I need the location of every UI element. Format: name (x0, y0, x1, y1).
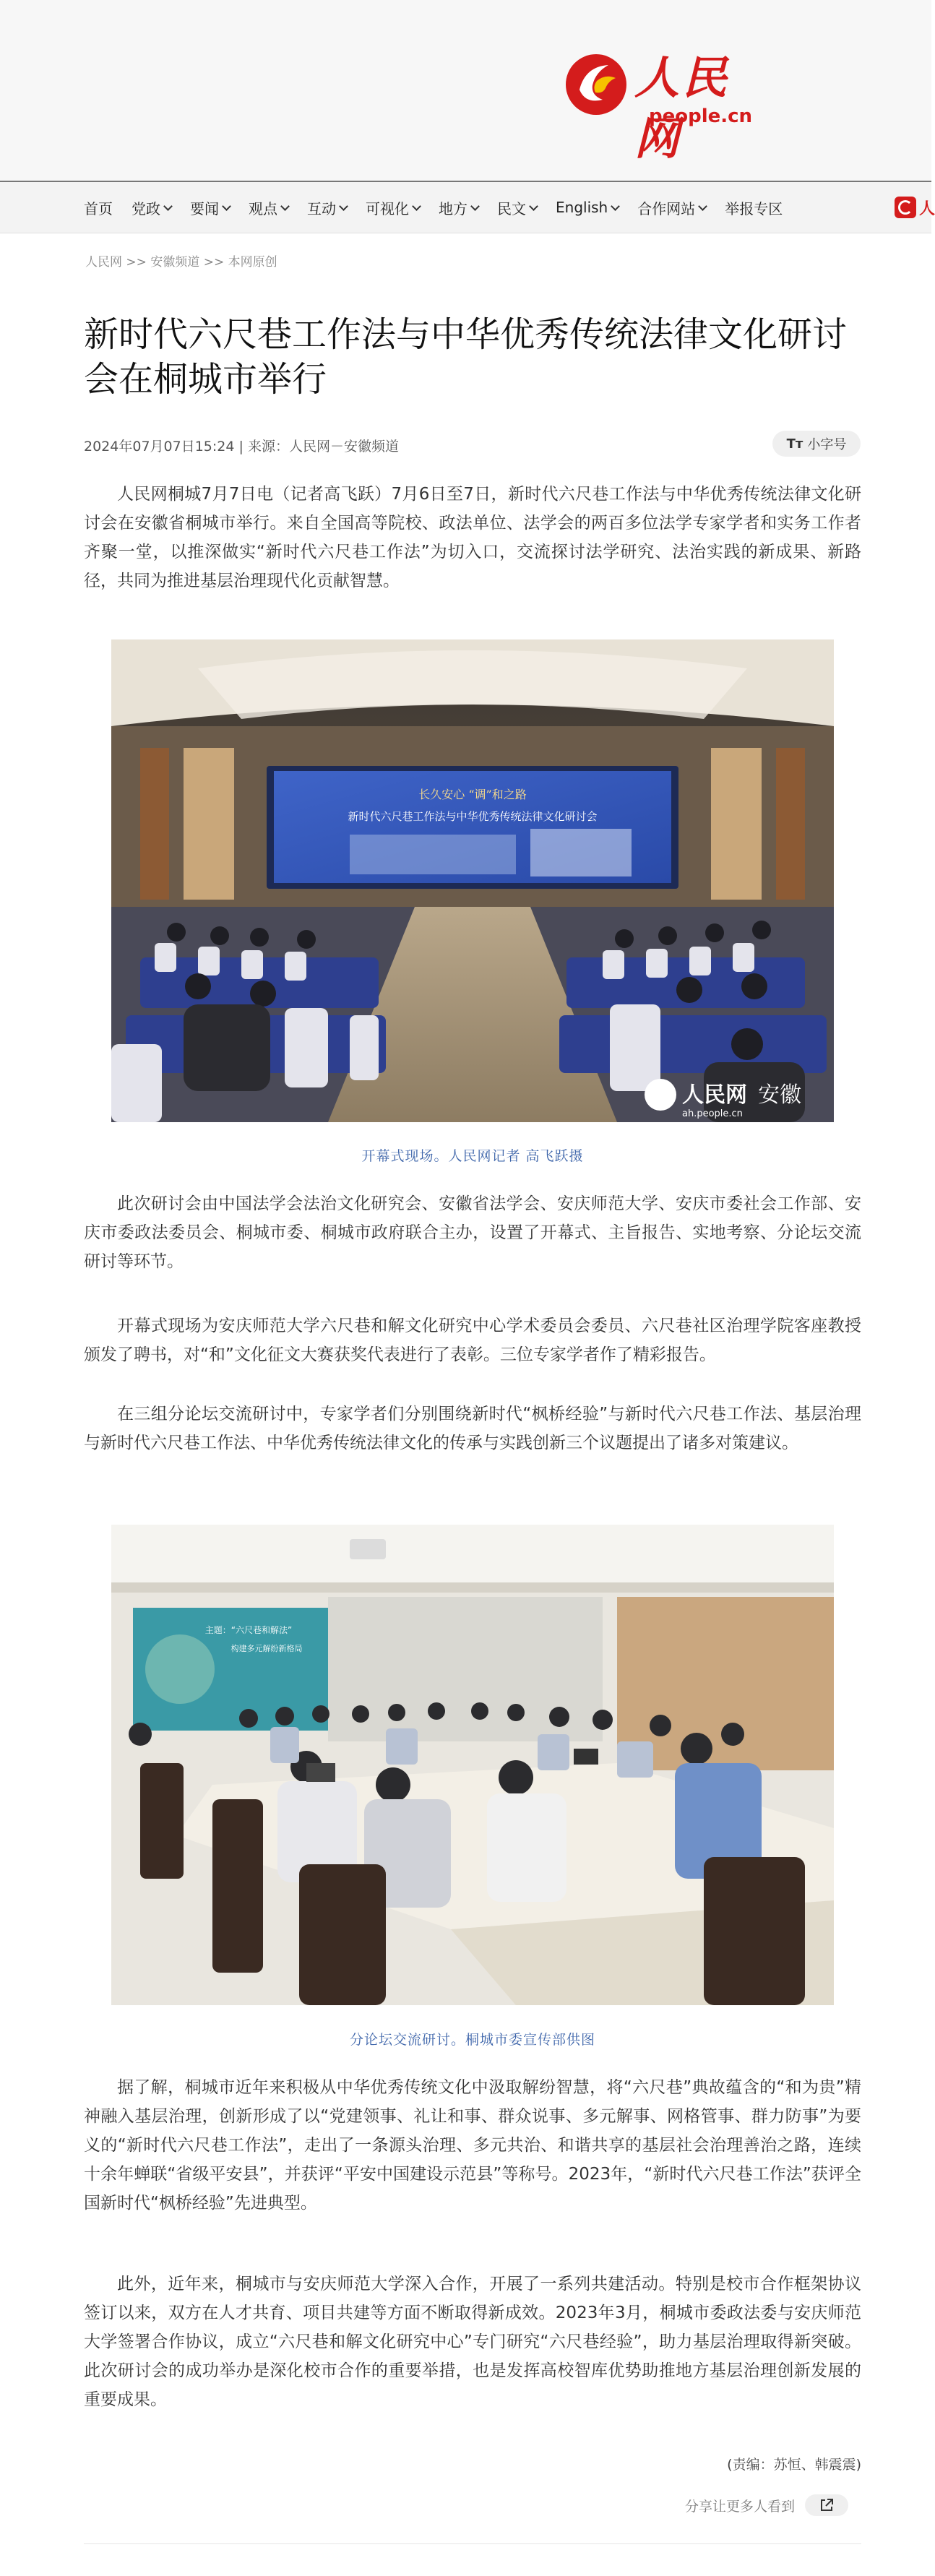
nav-item-interactive[interactable]: 互动 (307, 197, 347, 218)
nav-item-english[interactable]: English (556, 199, 619, 216)
nav-item-visual[interactable]: 可视化 (366, 197, 420, 218)
site-logo[interactable] (564, 48, 766, 165)
breadcrumb-section[interactable]: 本网原创 (228, 255, 277, 270)
chevron-down-icon (698, 202, 707, 211)
photo-watermark-domain: ah.people.cn (682, 1108, 743, 1119)
svg-text:构建多元解纷新格局: 构建多元解纷新格局 (230, 1644, 303, 1653)
nav-item-local[interactable]: 地方 (439, 197, 478, 218)
photo-watermark-region: 安徽 (758, 1082, 801, 1108)
article-editor: (责编：苏恒、韩震震) (727, 2457, 861, 2473)
chevron-down-icon (222, 202, 231, 211)
opening-ceremony-image (111, 639, 834, 1122)
chevron-down-icon (611, 202, 620, 211)
article-meta: 2024年07月07日15:24 | 来源：人民网－安徽频道 (84, 439, 399, 455)
people-app-icon[interactable] (895, 197, 916, 218)
logo-brand-text: 人民网 (634, 51, 731, 165)
breadcrumb: 人民网 >> 安徽频道 >> 本网原创 (85, 255, 277, 270)
nav-corner-text[interactable]: 人 (919, 200, 935, 218)
chevron-down-icon (412, 202, 421, 211)
article-paragraph-6: 此外，近年来，桐城市与安庆师范大学深入合作，开展了一系列共建活动。特别是校市合作框架协议签订以来，双方在人才共育、项目共建等方面不断取得新成效。2023年3月，桐城市委政法委与安庆师范大学签署合作协议，成立“六尺巷和解文化研究中心”专门研究“六尺巷经验”，助力基层治理取得新突破。此次研讨会的成功举办是深化校市合作的重要举措，也是发挥高校智库优势助推地方基层治理创新发展的重要成果。 (84, 2275, 861, 2409)
photo-caption-forum: 分论坛交流研讨。桐城市委宣传部供图 (349, 2032, 595, 2048)
photo-watermark-brand: 人民网 (682, 1082, 747, 1108)
nav-item-partners[interactable]: 合作网站 (637, 197, 706, 218)
main-nav (0, 181, 935, 233)
svg-text:主题：“六尺巷和解法”: 主题：“六尺巷和解法” (204, 1625, 293, 1635)
article-paragraph-4: 在三组分论坛交流研讨中，专家学者们分别围绕新时代“枫桥经验”与新时代六尺巷工作法、基层治理与新时代六尺巷工作法、中华优秀传统法律文化的传承与实践创新三个议题提出了诸多对策建议。 (84, 1405, 861, 1452)
breadcrumb-channel[interactable]: 安徽频道 (150, 255, 200, 270)
nav-item-news[interactable]: 要闻 (190, 197, 230, 218)
share-button[interactable] (805, 2494, 848, 2516)
nav-list (84, 182, 801, 233)
site-header (0, 0, 931, 181)
nav-item-ethnic[interactable]: 民文 (497, 197, 537, 218)
font-size-icon: Tт (786, 436, 803, 452)
photo-caption-opening: 开幕式现场。人民网记者 高飞跃摄 (361, 1148, 584, 1164)
svg-text:长久安心 “调”和之路: 长久安心 “调”和之路 (418, 788, 527, 801)
nav-item-opinion[interactable]: 观点 (249, 197, 288, 218)
chevron-down-icon (163, 202, 173, 211)
share-text: 分享让更多人看到 (685, 2498, 796, 2515)
svg-text:新时代六尺巷工作法与中华优秀传统法律文化研讨会: 新时代六尺巷工作法与中华优秀传统法律文化研讨会 (348, 810, 598, 823)
chevron-down-icon (470, 202, 480, 211)
nav-item-home[interactable]: 首页 (84, 199, 113, 217)
article-paragraph-1: 人民网桐城7月7日电（记者高飞跃）7月6日至7日，新时代六尺巷工作法与中华优秀传统法律文化研讨会在安徽省桐城市举行。来自全国高等院校、政法单位、法学会的两百多位法学专家学者和实务工作者齐聚一堂，以推深做实“新时代六尺巷工作法”为切入口，交流探讨法学研究、法治实践的新成果、新路径，共同为推进基层治理现代化贡献智慧。 (84, 485, 861, 590)
article-photo-opening (111, 639, 834, 1122)
share-icon (819, 2497, 835, 2513)
share-bar (685, 2494, 848, 2516)
font-size-button[interactable]: Tт 小字号 (772, 431, 861, 457)
breadcrumb-home[interactable]: 人民网 (85, 255, 122, 270)
nav-item-report[interactable]: 举报专区 (725, 199, 783, 217)
article-photo-forum (111, 1525, 834, 2005)
forum-discussion-image (111, 1525, 834, 2005)
chevron-down-icon (280, 202, 290, 211)
nav-item-party[interactable]: 党政 (132, 197, 171, 218)
article-title: 新时代六尺巷工作法与中华优秀传统法律文化研讨会在桐城市举行 (84, 314, 848, 400)
people-logo-icon (564, 52, 629, 117)
article-paragraph-2: 此次研讨会由中国法学会法治文化研究会、安徽省法学会、安庆师范大学、安庆市委社会工作部、安庆市委政法委员会、桐城市委、桐城市政府联合主办，设置了开幕式、主旨报告、实地考察、分论坛交流研讨等环节。 (84, 1194, 861, 1271)
chevron-down-icon (339, 202, 348, 211)
logo-domain-text: people.cn (649, 105, 753, 127)
article-paragraph-3: 开幕式现场为安庆师范大学六尺巷和解文化研究中心学术委员会委员、六尺巷社区治理学院客座教授颁发了聘书，对“和”文化征文大赛获奖代表进行了表彰。三位专家学者作了精彩报告。 (84, 1317, 861, 1364)
article-paragraph-5: 据了解，桐城市近年来积极从中华优秀传统文化中汲取解纷智慧，将“六尺巷”典故蕴含的“和为贵”精神融入基层治理，创新形成了以“党建领事、礼让和事、群众说事、多元解事、网格管事、群力防事”为要义的“新时代六尺巷工作法”，走出了一条源头治理、多元共治、和谐共享的基层社会治理善治之路，连续十余年蝉联“省级平安县”，并获评“平安中国建设示范县”等称号。2023年，“新时代六尺巷工作法”获评全国新时代“枫桥经验”先进典型。 (84, 2078, 861, 2213)
chevron-down-icon (529, 202, 538, 211)
divider (84, 2543, 861, 2544)
